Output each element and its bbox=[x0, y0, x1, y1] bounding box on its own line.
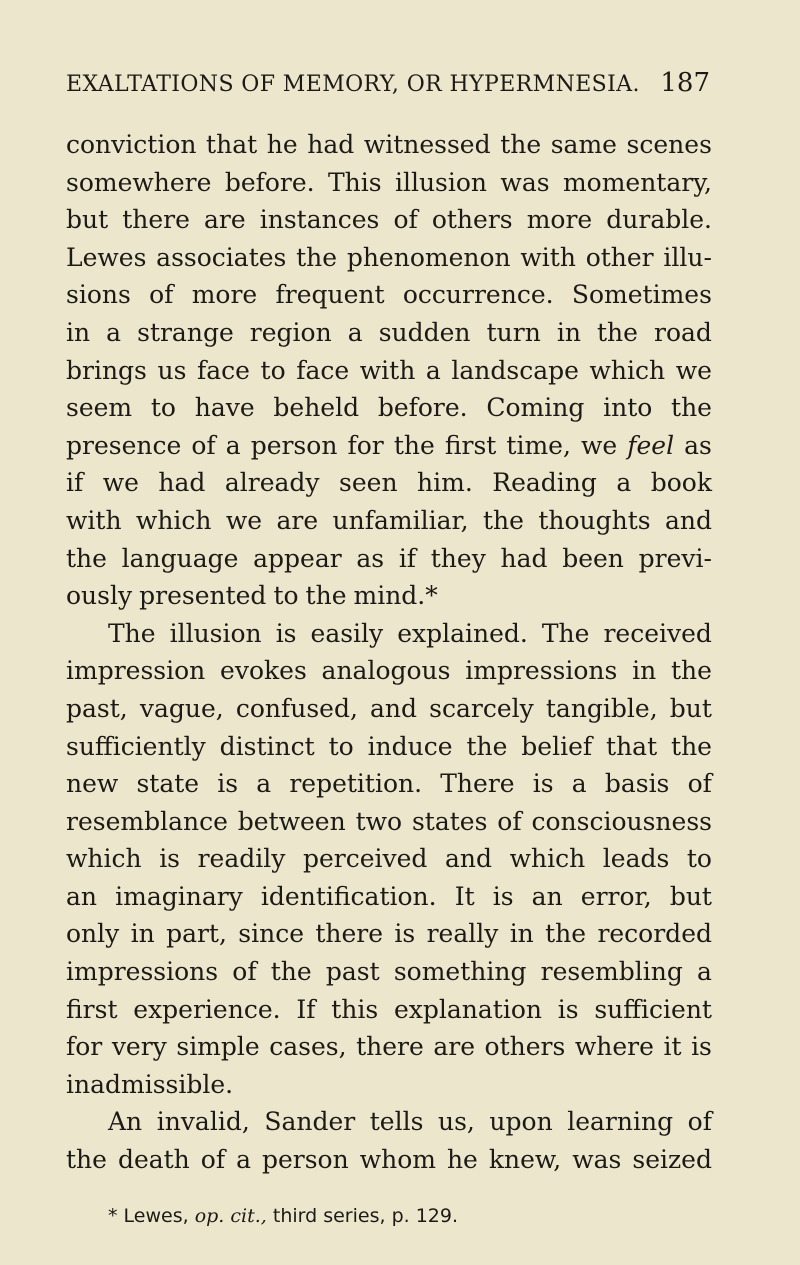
text-line: only in part, since there is really in the recorded bbox=[66, 919, 712, 949]
text-line: The illusion is easily explained. The received bbox=[108, 618, 712, 648]
running-head bbox=[66, 68, 710, 108]
text-line: An invalid, Sander tells us, upon learning of bbox=[108, 1107, 712, 1137]
text-line: brings us face to face with a landscape which we bbox=[66, 355, 712, 385]
text-line: past, vague, confused, and scarcely tangible, but bbox=[66, 693, 712, 723]
text-line: conviction that he had witnessed the same scenes bbox=[66, 130, 712, 159]
page-number: 187 bbox=[660, 68, 710, 98]
text-line: the language appear as if they had been previ- bbox=[66, 543, 712, 573]
footnote bbox=[108, 1205, 458, 1227]
text-line: the death of a person whom he knew, was seized bbox=[66, 1145, 712, 1175]
text-line: presence of a person for the first time, we feel as bbox=[66, 430, 712, 460]
text-line: somewhere before. This illusion was momentary, bbox=[66, 167, 712, 197]
text-line: impression evokes analogous impressions in the bbox=[66, 656, 712, 686]
footnote-citation: op. cit., bbox=[194, 1205, 267, 1227]
text-line: resemblance between two states of consciousness bbox=[66, 806, 712, 836]
text-line: new state is a repetition. There is a basis of bbox=[66, 769, 712, 799]
text-line: if we had already seen him. Reading a book bbox=[66, 468, 712, 498]
text-line: ously presented to the mind.* bbox=[66, 581, 438, 611]
body-text bbox=[66, 126, 712, 1179]
text-line: sufficiently distinct to induce the belief that the bbox=[66, 731, 712, 761]
text-line: Lewes associates the phenomenon with other illu- bbox=[66, 242, 712, 272]
footnote-rest: third series, p. 129. bbox=[272, 1205, 459, 1227]
text-line: an imaginary identification. It is an error, but bbox=[66, 881, 712, 911]
text-line: inadmissible. bbox=[66, 1069, 234, 1099]
footnote-author: Lewes, bbox=[123, 1205, 189, 1227]
text-line: for very simple cases, there are others where it is bbox=[66, 1032, 712, 1062]
text-line: in a strange region a sudden turn in the road bbox=[66, 317, 712, 347]
text-line: sions of more frequent occurrence. Sometimes bbox=[66, 280, 712, 310]
text-line: which is readily perceived and which leads to bbox=[66, 844, 712, 874]
footnote-marker: * bbox=[108, 1205, 118, 1227]
text-line: seem to have beheld before. Coming into the bbox=[66, 393, 712, 423]
text-line: but there are instances of others more durable. bbox=[66, 205, 712, 235]
text-line: first experience. If this explanation is sufficient bbox=[66, 994, 712, 1024]
text-line: with which we are unfamiliar, the thoughts and bbox=[66, 505, 712, 535]
running-title: EXALTATIONS OF MEMORY, OR HYPERMNESIA. bbox=[66, 72, 640, 97]
text-line: impressions of the past something resembling a bbox=[66, 957, 712, 987]
